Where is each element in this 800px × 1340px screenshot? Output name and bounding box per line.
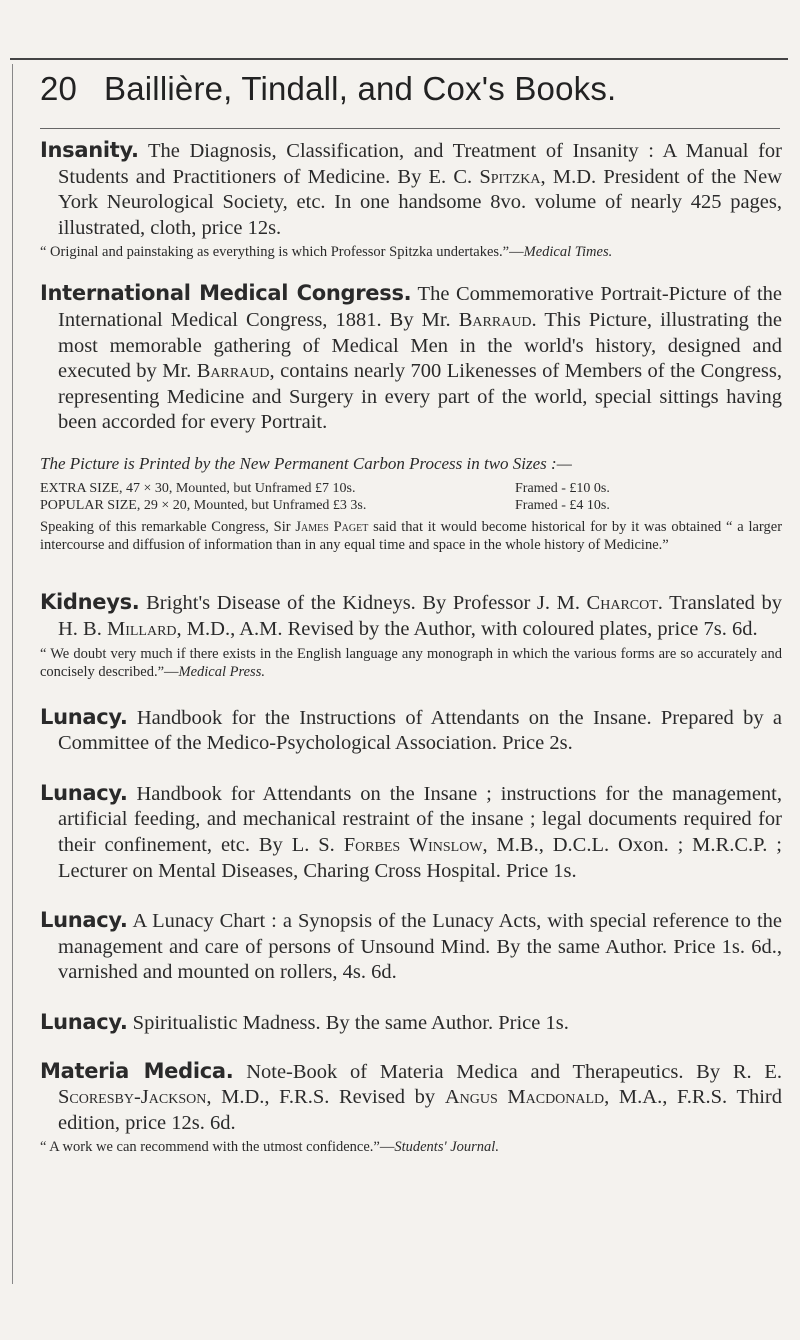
- popular-size-price: POPULAR SIZE, 29 × 20, Mounted, but Unframed £3 3s.: [40, 497, 367, 513]
- entry-details: Handbook for Attendants on the Insane ; instructions for the management, artificial feeding, and mechanical restraint of the insane ; legal documents required for their confinement, etc. By L. S.: [58, 782, 783, 856]
- entry-lunacy-spiritualistic: [40, 1010, 782, 1037]
- entry-author: Barraud: [458, 308, 532, 331]
- entry-title: Note-Book of Materia Medica and Therapeutics. By R. E.: [246, 1060, 783, 1083]
- entry-text: [40, 908, 782, 986]
- entry-details: . This Picture, illustrating the most memorable gathering of Medical Men in the world's history, designed and executed by Mr.: [58, 308, 783, 383]
- entry-insanity: [40, 138, 782, 261]
- entry-keyword: Lunacy.: [40, 908, 128, 933]
- entry-review: [40, 243, 782, 261]
- price-row-extra: [40, 480, 782, 497]
- entry-details: Spiritualistic Madness. By the same Author. Price 1s.: [132, 1011, 569, 1034]
- entry-keyword: Lunacy.: [40, 780, 128, 805]
- entry-author-2: Angus Macdonald: [444, 1086, 605, 1109]
- entry-congress: [40, 281, 782, 554]
- popular-framed-price: Framed - £4 10s.: [515, 497, 610, 513]
- page-header: [40, 70, 780, 108]
- entry-details-2: , M.D., A.M. Revised by the Author, with coloured plates, price 7s. 6d.: [176, 618, 758, 641]
- entry-lunacy-attendants: [40, 781, 782, 884]
- entry-keyword: Kidneys.: [40, 590, 140, 615]
- entry-author: Charcot: [586, 592, 658, 615]
- quote-intro: Speaking of this remarkable Congress, Sir: [40, 518, 291, 535]
- entry-title: The Commemorative Portrait-Picture of the International Medical Congress, 1881. By Mr.: [58, 283, 783, 331]
- entry-details: Handbook for the Instructions of Attendants on the Insane. Prepared by a Committee of the Medico-Psychological Association. Price 2s.: [58, 706, 782, 755]
- entry-text: [40, 781, 782, 884]
- entry-author: Scoresby-Jackson: [58, 1086, 207, 1109]
- entry-author: Spitzka: [479, 165, 541, 188]
- entry-author-2: Millard: [106, 618, 177, 641]
- review-source: Medical Times.: [523, 244, 613, 261]
- quote-text: said that it would become historical for by it was obtained “ a larger intercourse and diffusion of information than in any equal time and space in the whole history of Medicine.”: [40, 518, 783, 553]
- entry-details: A Lunacy Chart : a Synopsis of the Lunacy Acts, with special reference to the management and care of persons of Unsound Mind. By the same Author. Price 1s. 6d., varnished and mounted on rollers, 4s. 6d.: [58, 910, 782, 984]
- review-quote: “ Original and painstaking as everything is which Professor Spitzka undertakes.”—: [40, 244, 524, 261]
- entry-lunacy-chart: [40, 908, 782, 986]
- entry-review: [40, 645, 782, 681]
- entry-text: [40, 705, 782, 757]
- price-row-popular: [40, 497, 782, 514]
- entry-details-2: , M.A., F.R.S. Third edition, price 12s. 6d.: [58, 1086, 782, 1134]
- entry-title: Bright's Disease of the Kidneys. By Professor J. M.: [146, 592, 580, 615]
- entry-keyword: Materia Medica.: [40, 1058, 234, 1083]
- entry-lunacy-handbook: [40, 705, 782, 757]
- entry-text: [40, 138, 782, 241]
- entry-details-2: , M.B., D.C.L. Oxon. ; M.R.C.P. ; Lecturer on Mental Diseases, Charing Cross Hospital. Price 1s.: [58, 834, 782, 882]
- entry-details: , M.D. President of the New York Neurological Society, etc. In one handsome 8vo. volume of nearly 425 pages, illustrated, cloth, price 12s.: [58, 165, 783, 239]
- extra-framed-price: Framed - £10 0s.: [515, 480, 610, 496]
- paget-quote: [40, 518, 782, 554]
- entry-materia-medica: [40, 1059, 782, 1157]
- review-quote: “ We doubt very much if there exists in the English language any monograph in which the various forms are so accurately and concisely described.”—: [40, 645, 782, 680]
- entry-details-2: , contains nearly 700 Likenesses of Members of the Congress, representing Medicine and Surgery in every part of the world, special sittings having been accorded for every Portrait.: [58, 360, 783, 434]
- book-list: [40, 138, 782, 1156]
- entry-author: Forbes Winslow: [343, 834, 483, 856]
- running-title: Baillière, Tindall, and Cox's Books.: [104, 70, 617, 107]
- entry-details: . Translated by H. B.: [58, 592, 783, 641]
- entry-keyword: Insanity.: [40, 138, 139, 162]
- entry-text: [40, 281, 782, 436]
- entry-keyword: Lunacy.: [40, 704, 128, 729]
- page-number: 20: [40, 70, 78, 107]
- review-source: Students' Journal.: [394, 1139, 499, 1156]
- entry-text: [40, 1010, 782, 1037]
- left-margin-rule: [12, 64, 13, 1284]
- entry-keyword: Lunacy.: [40, 1009, 128, 1034]
- entry-keyword: International Medical Congress.: [40, 281, 412, 306]
- entry-details: , M.D., F.R.S. Revised by: [206, 1086, 436, 1109]
- entry-author-2: Barraud: [196, 360, 270, 383]
- entry-text: [40, 590, 782, 642]
- quote-speaker: James Paget: [295, 518, 369, 535]
- entry-review: [40, 1138, 782, 1156]
- entry-text: [40, 1059, 782, 1137]
- review-source: Medical Press.: [178, 663, 265, 680]
- header-bottom-rule: [40, 128, 780, 129]
- extra-size-price: EXTRA SIZE, 47 × 30, Mounted, but Unframed £7 10s.: [40, 480, 356, 496]
- entry-kidneys: [40, 590, 782, 680]
- sizes-heading: The Picture is Printed by the New Permanent Carbon Process in two Sizes :—: [40, 453, 572, 473]
- header-top-rule: [10, 58, 788, 60]
- entry-title: The Diagnosis, Classification, and Treatment of Insanity : A Manual for Students and Practitioners of Medicine. By E. C.: [58, 140, 782, 188]
- review-quote: “ A work we can recommend with the utmost confidence.”—: [40, 1139, 395, 1156]
